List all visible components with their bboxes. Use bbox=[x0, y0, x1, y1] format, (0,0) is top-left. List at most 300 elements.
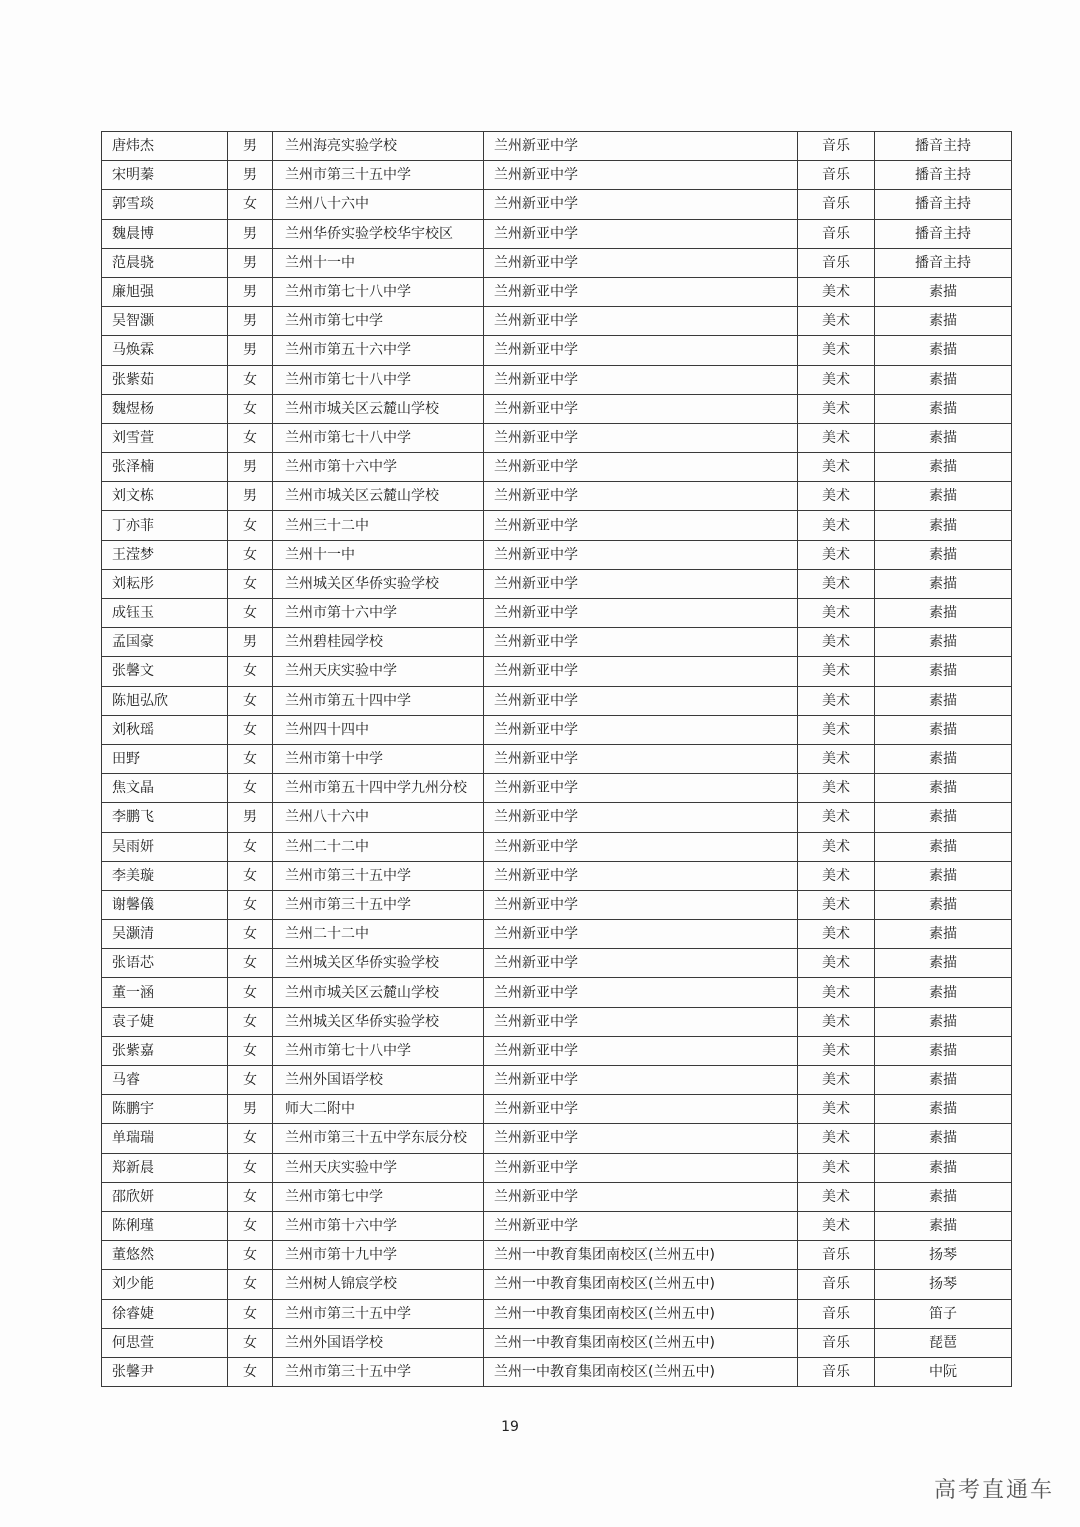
table-row bbox=[102, 423, 1012, 452]
student-name-cell: 马睿 bbox=[102, 1066, 228, 1095]
origin-school-cell: 兰州市第七中学 bbox=[273, 1182, 484, 1211]
admitted-school-cell: 兰州新亚中学 bbox=[484, 511, 798, 540]
student-name-cell: 刘秋瑶 bbox=[102, 715, 228, 744]
admission-roster-table bbox=[101, 131, 1012, 1387]
category-cell: 美术 bbox=[798, 336, 875, 365]
student-name-cell: 张馨尹 bbox=[102, 1357, 228, 1386]
table-row bbox=[102, 1153, 1012, 1182]
gender-cell: 男 bbox=[228, 248, 273, 277]
origin-school-cell: 兰州二十二中 bbox=[273, 832, 484, 861]
origin-school-cell: 兰州城关区华侨实验学校 bbox=[273, 949, 484, 978]
major-cell: 素描 bbox=[875, 1182, 1012, 1211]
admitted-school-cell: 兰州新亚中学 bbox=[484, 744, 798, 773]
major-cell: 笛子 bbox=[875, 1299, 1012, 1328]
admitted-school-cell: 兰州新亚中学 bbox=[484, 219, 798, 248]
student-name-cell: 田野 bbox=[102, 744, 228, 773]
major-cell: 素描 bbox=[875, 920, 1012, 949]
student-name-cell: 刘文栋 bbox=[102, 482, 228, 511]
origin-school-cell: 兰州市第七十八中学 bbox=[273, 277, 484, 306]
category-cell: 美术 bbox=[798, 803, 875, 832]
table-row bbox=[102, 132, 1012, 161]
admitted-school-cell: 兰州新亚中学 bbox=[484, 890, 798, 919]
admitted-school-cell: 兰州新亚中学 bbox=[484, 920, 798, 949]
origin-school-cell: 兰州城关区华侨实验学校 bbox=[273, 569, 484, 598]
category-cell: 音乐 bbox=[798, 161, 875, 190]
table-row bbox=[102, 1066, 1012, 1095]
category-cell: 美术 bbox=[798, 365, 875, 394]
admitted-school-cell: 兰州新亚中学 bbox=[484, 1124, 798, 1153]
table-row bbox=[102, 336, 1012, 365]
student-name-cell: 郭雪琰 bbox=[102, 190, 228, 219]
major-cell: 琵琶 bbox=[875, 1328, 1012, 1357]
origin-school-cell: 兰州市第三十五中学 bbox=[273, 161, 484, 190]
origin-school-cell: 兰州树人锦宸学校 bbox=[273, 1270, 484, 1299]
admitted-school-cell: 兰州新亚中学 bbox=[484, 569, 798, 598]
major-cell: 素描 bbox=[875, 307, 1012, 336]
origin-school-cell: 兰州十一中 bbox=[273, 540, 484, 569]
admitted-school-cell: 兰州一中教育集团南校区(兰州五中) bbox=[484, 1299, 798, 1328]
table-row bbox=[102, 569, 1012, 598]
admitted-school-cell: 兰州新亚中学 bbox=[484, 1095, 798, 1124]
table-row bbox=[102, 599, 1012, 628]
major-cell: 素描 bbox=[875, 978, 1012, 1007]
category-cell: 美术 bbox=[798, 1095, 875, 1124]
table-row bbox=[102, 1328, 1012, 1357]
origin-school-cell: 兰州市第七十八中学 bbox=[273, 423, 484, 452]
category-cell: 美术 bbox=[798, 1124, 875, 1153]
major-cell: 素描 bbox=[875, 949, 1012, 978]
major-cell: 素描 bbox=[875, 277, 1012, 306]
origin-school-cell: 兰州华侨实验学校华宇校区 bbox=[273, 219, 484, 248]
major-cell: 素描 bbox=[875, 715, 1012, 744]
category-cell: 美术 bbox=[798, 423, 875, 452]
major-cell: 素描 bbox=[875, 394, 1012, 423]
student-name-cell: 焦文晶 bbox=[102, 774, 228, 803]
origin-school-cell: 兰州市城关区云麓山学校 bbox=[273, 482, 484, 511]
major-cell: 素描 bbox=[875, 832, 1012, 861]
category-cell: 美术 bbox=[798, 599, 875, 628]
category-cell: 音乐 bbox=[798, 1299, 875, 1328]
admitted-school-cell: 兰州新亚中学 bbox=[484, 423, 798, 452]
gender-cell: 女 bbox=[228, 744, 273, 773]
category-cell: 美术 bbox=[798, 949, 875, 978]
gender-cell: 女 bbox=[228, 949, 273, 978]
table-row bbox=[102, 219, 1012, 248]
origin-school-cell: 兰州市第五十六中学 bbox=[273, 336, 484, 365]
origin-school-cell: 兰州市第十九中学 bbox=[273, 1241, 484, 1270]
gender-cell: 女 bbox=[228, 1270, 273, 1299]
major-cell: 素描 bbox=[875, 1066, 1012, 1095]
admitted-school-cell: 兰州新亚中学 bbox=[484, 657, 798, 686]
table-row bbox=[102, 715, 1012, 744]
major-cell: 素描 bbox=[875, 365, 1012, 394]
admitted-school-cell: 兰州新亚中学 bbox=[484, 1066, 798, 1095]
origin-school-cell: 兰州四十四中 bbox=[273, 715, 484, 744]
origin-school-cell: 兰州市第三十五中学 bbox=[273, 890, 484, 919]
admitted-school-cell: 兰州新亚中学 bbox=[484, 628, 798, 657]
category-cell: 美术 bbox=[798, 715, 875, 744]
major-cell: 素描 bbox=[875, 744, 1012, 773]
category-cell: 美术 bbox=[798, 307, 875, 336]
origin-school-cell: 兰州外国语学校 bbox=[273, 1328, 484, 1357]
admitted-school-cell: 兰州一中教育集团南校区(兰州五中) bbox=[484, 1241, 798, 1270]
table-row bbox=[102, 453, 1012, 482]
category-cell: 美术 bbox=[798, 482, 875, 511]
table-row bbox=[102, 861, 1012, 890]
gender-cell: 男 bbox=[228, 219, 273, 248]
category-cell: 美术 bbox=[798, 920, 875, 949]
major-cell: 素描 bbox=[875, 890, 1012, 919]
origin-school-cell: 兰州城关区华侨实验学校 bbox=[273, 1007, 484, 1036]
admitted-school-cell: 兰州新亚中学 bbox=[484, 248, 798, 277]
gender-cell: 女 bbox=[228, 774, 273, 803]
origin-school-cell: 兰州外国语学校 bbox=[273, 1066, 484, 1095]
category-cell: 美术 bbox=[798, 540, 875, 569]
origin-school-cell: 兰州市第五十四中学 bbox=[273, 686, 484, 715]
origin-school-cell: 兰州市第十六中学 bbox=[273, 1211, 484, 1240]
admitted-school-cell: 兰州新亚中学 bbox=[484, 1211, 798, 1240]
student-name-cell: 范晨骁 bbox=[102, 248, 228, 277]
major-cell: 素描 bbox=[875, 336, 1012, 365]
major-cell: 播音主持 bbox=[875, 161, 1012, 190]
origin-school-cell: 兰州海亮实验学校 bbox=[273, 132, 484, 161]
origin-school-cell: 兰州市第十六中学 bbox=[273, 453, 484, 482]
major-cell: 扬琴 bbox=[875, 1270, 1012, 1299]
table-row bbox=[102, 1299, 1012, 1328]
origin-school-cell: 兰州天庆实验中学 bbox=[273, 1153, 484, 1182]
origin-school-cell: 兰州十一中 bbox=[273, 248, 484, 277]
origin-school-cell: 兰州市第五十四中学九州分校 bbox=[273, 774, 484, 803]
gender-cell: 女 bbox=[228, 1007, 273, 1036]
gender-cell: 男 bbox=[228, 161, 273, 190]
category-cell: 美术 bbox=[798, 657, 875, 686]
student-name-cell: 刘少能 bbox=[102, 1270, 228, 1299]
category-cell: 美术 bbox=[798, 569, 875, 598]
origin-school-cell: 兰州市第十中学 bbox=[273, 744, 484, 773]
table-row bbox=[102, 540, 1012, 569]
major-cell: 素描 bbox=[875, 774, 1012, 803]
gender-cell: 女 bbox=[228, 1066, 273, 1095]
major-cell: 素描 bbox=[875, 1095, 1012, 1124]
table-row bbox=[102, 744, 1012, 773]
student-name-cell: 董悠然 bbox=[102, 1241, 228, 1270]
table-row bbox=[102, 190, 1012, 219]
gender-cell: 女 bbox=[228, 1328, 273, 1357]
table-row bbox=[102, 890, 1012, 919]
origin-school-cell: 兰州市第三十五中学 bbox=[273, 861, 484, 890]
category-cell: 音乐 bbox=[798, 190, 875, 219]
admitted-school-cell: 兰州新亚中学 bbox=[484, 277, 798, 306]
gender-cell: 女 bbox=[228, 1182, 273, 1211]
major-cell: 素描 bbox=[875, 628, 1012, 657]
major-cell: 素描 bbox=[875, 540, 1012, 569]
gender-cell: 女 bbox=[228, 1036, 273, 1065]
major-cell: 播音主持 bbox=[875, 219, 1012, 248]
table-row bbox=[102, 365, 1012, 394]
gender-cell: 女 bbox=[228, 540, 273, 569]
student-name-cell: 袁子婕 bbox=[102, 1007, 228, 1036]
origin-school-cell: 兰州八十六中 bbox=[273, 803, 484, 832]
origin-school-cell: 兰州市第七十八中学 bbox=[273, 365, 484, 394]
table-row bbox=[102, 1095, 1012, 1124]
gender-cell: 女 bbox=[228, 1211, 273, 1240]
table-row bbox=[102, 394, 1012, 423]
major-cell: 素描 bbox=[875, 569, 1012, 598]
admitted-school-cell: 兰州新亚中学 bbox=[484, 686, 798, 715]
gender-cell: 女 bbox=[228, 1241, 273, 1270]
category-cell: 美术 bbox=[798, 744, 875, 773]
student-name-cell: 魏晨博 bbox=[102, 219, 228, 248]
table-row bbox=[102, 803, 1012, 832]
admitted-school-cell: 兰州新亚中学 bbox=[484, 336, 798, 365]
category-cell: 美术 bbox=[798, 774, 875, 803]
category-cell: 音乐 bbox=[798, 1328, 875, 1357]
origin-school-cell: 兰州市第十六中学 bbox=[273, 599, 484, 628]
category-cell: 音乐 bbox=[798, 132, 875, 161]
admitted-school-cell: 兰州新亚中学 bbox=[484, 715, 798, 744]
admitted-school-cell: 兰州新亚中学 bbox=[484, 540, 798, 569]
student-name-cell: 李美璇 bbox=[102, 861, 228, 890]
watermark-text: 高考直通车 bbox=[933, 1478, 1054, 1503]
table-row bbox=[102, 1007, 1012, 1036]
table-row bbox=[102, 657, 1012, 686]
category-cell: 美术 bbox=[798, 628, 875, 657]
student-name-cell: 孟国豪 bbox=[102, 628, 228, 657]
major-cell: 素描 bbox=[875, 803, 1012, 832]
category-cell: 美术 bbox=[798, 861, 875, 890]
gender-cell: 女 bbox=[228, 190, 273, 219]
category-cell: 音乐 bbox=[798, 1241, 875, 1270]
admitted-school-cell: 兰州新亚中学 bbox=[484, 307, 798, 336]
table-row bbox=[102, 1357, 1012, 1386]
admitted-school-cell: 兰州新亚中学 bbox=[484, 803, 798, 832]
origin-school-cell: 兰州市第三十五中学东辰分校 bbox=[273, 1124, 484, 1153]
category-cell: 音乐 bbox=[798, 1357, 875, 1386]
admitted-school-cell: 兰州新亚中学 bbox=[484, 1007, 798, 1036]
student-name-cell: 邵欣妍 bbox=[102, 1182, 228, 1211]
gender-cell: 女 bbox=[228, 511, 273, 540]
student-name-cell: 陈俐瑾 bbox=[102, 1211, 228, 1240]
category-cell: 美术 bbox=[798, 978, 875, 1007]
major-cell: 扬琴 bbox=[875, 1241, 1012, 1270]
table-row bbox=[102, 248, 1012, 277]
origin-school-cell: 兰州八十六中 bbox=[273, 190, 484, 219]
student-name-cell: 单瑞瑞 bbox=[102, 1124, 228, 1153]
major-cell: 素描 bbox=[875, 1036, 1012, 1065]
gender-cell: 男 bbox=[228, 336, 273, 365]
origin-school-cell: 师大二附中 bbox=[273, 1095, 484, 1124]
category-cell: 美术 bbox=[798, 1153, 875, 1182]
student-name-cell: 丁亦菲 bbox=[102, 511, 228, 540]
gender-cell: 男 bbox=[228, 132, 273, 161]
student-name-cell: 马焕霖 bbox=[102, 336, 228, 365]
table-row bbox=[102, 774, 1012, 803]
major-cell: 素描 bbox=[875, 511, 1012, 540]
admitted-school-cell: 兰州一中教育集团南校区(兰州五中) bbox=[484, 1357, 798, 1386]
major-cell: 素描 bbox=[875, 1007, 1012, 1036]
table-row bbox=[102, 1036, 1012, 1065]
student-name-cell: 徐睿婕 bbox=[102, 1299, 228, 1328]
gender-cell: 男 bbox=[228, 307, 273, 336]
student-name-cell: 吴灏清 bbox=[102, 920, 228, 949]
category-cell: 美术 bbox=[798, 832, 875, 861]
admitted-school-cell: 兰州新亚中学 bbox=[484, 978, 798, 1007]
major-cell: 素描 bbox=[875, 482, 1012, 511]
table-row bbox=[102, 307, 1012, 336]
admitted-school-cell: 兰州新亚中学 bbox=[484, 1153, 798, 1182]
student-name-cell: 宋明蓁 bbox=[102, 161, 228, 190]
major-cell: 素描 bbox=[875, 1211, 1012, 1240]
category-cell: 美术 bbox=[798, 1007, 875, 1036]
admitted-school-cell: 兰州新亚中学 bbox=[484, 132, 798, 161]
table-row bbox=[102, 511, 1012, 540]
student-name-cell: 王滢梦 bbox=[102, 540, 228, 569]
gender-cell: 女 bbox=[228, 423, 273, 452]
student-name-cell: 谢馨儀 bbox=[102, 890, 228, 919]
table-row bbox=[102, 277, 1012, 306]
admitted-school-cell: 兰州新亚中学 bbox=[484, 482, 798, 511]
major-cell: 素描 bbox=[875, 1153, 1012, 1182]
gender-cell: 女 bbox=[228, 686, 273, 715]
table-row bbox=[102, 920, 1012, 949]
major-cell: 播音主持 bbox=[875, 190, 1012, 219]
major-cell: 播音主持 bbox=[875, 248, 1012, 277]
origin-school-cell: 兰州市城关区云麓山学校 bbox=[273, 394, 484, 423]
student-name-cell: 张泽楠 bbox=[102, 453, 228, 482]
category-cell: 美术 bbox=[798, 277, 875, 306]
category-cell: 美术 bbox=[798, 1066, 875, 1095]
origin-school-cell: 兰州市第三十五中学 bbox=[273, 1299, 484, 1328]
student-name-cell: 张紫嘉 bbox=[102, 1036, 228, 1065]
admitted-school-cell: 兰州一中教育集团南校区(兰州五中) bbox=[484, 1328, 798, 1357]
major-cell: 素描 bbox=[875, 453, 1012, 482]
gender-cell: 男 bbox=[228, 453, 273, 482]
gender-cell: 女 bbox=[228, 657, 273, 686]
gender-cell: 女 bbox=[228, 832, 273, 861]
student-name-cell: 刘雪萱 bbox=[102, 423, 228, 452]
gender-cell: 男 bbox=[228, 482, 273, 511]
category-cell: 美术 bbox=[798, 1211, 875, 1240]
student-name-cell: 吴智灏 bbox=[102, 307, 228, 336]
student-name-cell: 李鹏飞 bbox=[102, 803, 228, 832]
table-row bbox=[102, 1124, 1012, 1153]
origin-school-cell: 兰州市第三十五中学 bbox=[273, 1357, 484, 1386]
gender-cell: 女 bbox=[228, 1357, 273, 1386]
gender-cell: 女 bbox=[228, 1299, 273, 1328]
gender-cell: 女 bbox=[228, 365, 273, 394]
gender-cell: 女 bbox=[228, 1153, 273, 1182]
student-name-cell: 陈旭弘欣 bbox=[102, 686, 228, 715]
category-cell: 美术 bbox=[798, 1036, 875, 1065]
admitted-school-cell: 兰州新亚中学 bbox=[484, 599, 798, 628]
gender-cell: 女 bbox=[228, 394, 273, 423]
gender-cell: 男 bbox=[228, 1095, 273, 1124]
category-cell: 美术 bbox=[798, 394, 875, 423]
admitted-school-cell: 兰州新亚中学 bbox=[484, 774, 798, 803]
major-cell: 素描 bbox=[875, 657, 1012, 686]
admitted-school-cell: 兰州新亚中学 bbox=[484, 1036, 798, 1065]
major-cell: 素描 bbox=[875, 861, 1012, 890]
admitted-school-cell: 兰州一中教育集团南校区(兰州五中) bbox=[484, 1270, 798, 1299]
student-name-cell: 张馨文 bbox=[102, 657, 228, 686]
gender-cell: 女 bbox=[228, 978, 273, 1007]
student-name-cell: 郑新晨 bbox=[102, 1153, 228, 1182]
origin-school-cell: 兰州市第七十八中学 bbox=[273, 1036, 484, 1065]
student-name-cell: 唐炜杰 bbox=[102, 132, 228, 161]
category-cell: 美术 bbox=[798, 890, 875, 919]
gender-cell: 男 bbox=[228, 803, 273, 832]
major-cell: 中阮 bbox=[875, 1357, 1012, 1386]
admitted-school-cell: 兰州新亚中学 bbox=[484, 365, 798, 394]
category-cell: 音乐 bbox=[798, 1270, 875, 1299]
origin-school-cell: 兰州碧桂园学校 bbox=[273, 628, 484, 657]
gender-cell: 女 bbox=[228, 715, 273, 744]
admitted-school-cell: 兰州新亚中学 bbox=[484, 394, 798, 423]
admitted-school-cell: 兰州新亚中学 bbox=[484, 1182, 798, 1211]
category-cell: 美术 bbox=[798, 686, 875, 715]
table-row bbox=[102, 686, 1012, 715]
table-row bbox=[102, 949, 1012, 978]
gender-cell: 女 bbox=[228, 890, 273, 919]
admitted-school-cell: 兰州新亚中学 bbox=[484, 949, 798, 978]
student-name-cell: 吴雨妍 bbox=[102, 832, 228, 861]
page-number: 19 bbox=[501, 1419, 519, 1435]
admitted-school-cell: 兰州新亚中学 bbox=[484, 190, 798, 219]
category-cell: 美术 bbox=[798, 511, 875, 540]
origin-school-cell: 兰州天庆实验中学 bbox=[273, 657, 484, 686]
category-cell: 美术 bbox=[798, 1182, 875, 1211]
gender-cell: 女 bbox=[228, 569, 273, 598]
gender-cell: 女 bbox=[228, 599, 273, 628]
table-row bbox=[102, 482, 1012, 511]
origin-school-cell: 兰州市第七中学 bbox=[273, 307, 484, 336]
table-row bbox=[102, 1182, 1012, 1211]
category-cell: 美术 bbox=[798, 453, 875, 482]
table-row bbox=[102, 1211, 1012, 1240]
gender-cell: 女 bbox=[228, 920, 273, 949]
major-cell: 素描 bbox=[875, 599, 1012, 628]
origin-school-cell: 兰州三十二中 bbox=[273, 511, 484, 540]
gender-cell: 男 bbox=[228, 277, 273, 306]
major-cell: 素描 bbox=[875, 686, 1012, 715]
student-name-cell: 董一涵 bbox=[102, 978, 228, 1007]
student-name-cell: 刘耘彤 bbox=[102, 569, 228, 598]
admitted-school-cell: 兰州新亚中学 bbox=[484, 161, 798, 190]
gender-cell: 男 bbox=[228, 628, 273, 657]
student-name-cell: 何思萱 bbox=[102, 1328, 228, 1357]
major-cell: 播音主持 bbox=[875, 132, 1012, 161]
category-cell: 音乐 bbox=[798, 248, 875, 277]
gender-cell: 女 bbox=[228, 861, 273, 890]
student-name-cell: 成钰玉 bbox=[102, 599, 228, 628]
category-cell: 音乐 bbox=[798, 219, 875, 248]
roster-table-body bbox=[102, 132, 1012, 1387]
table-row bbox=[102, 628, 1012, 657]
origin-school-cell: 兰州市城关区云麓山学校 bbox=[273, 978, 484, 1007]
admitted-school-cell: 兰州新亚中学 bbox=[484, 453, 798, 482]
student-name-cell: 廉旭强 bbox=[102, 277, 228, 306]
major-cell: 素描 bbox=[875, 423, 1012, 452]
student-name-cell: 张紫茹 bbox=[102, 365, 228, 394]
student-name-cell: 陈鹏宇 bbox=[102, 1095, 228, 1124]
table-row bbox=[102, 1270, 1012, 1299]
admitted-school-cell: 兰州新亚中学 bbox=[484, 861, 798, 890]
table-row bbox=[102, 978, 1012, 1007]
student-name-cell: 魏煜杨 bbox=[102, 394, 228, 423]
table-row bbox=[102, 1241, 1012, 1270]
table-row bbox=[102, 161, 1012, 190]
origin-school-cell: 兰州二十二中 bbox=[273, 920, 484, 949]
